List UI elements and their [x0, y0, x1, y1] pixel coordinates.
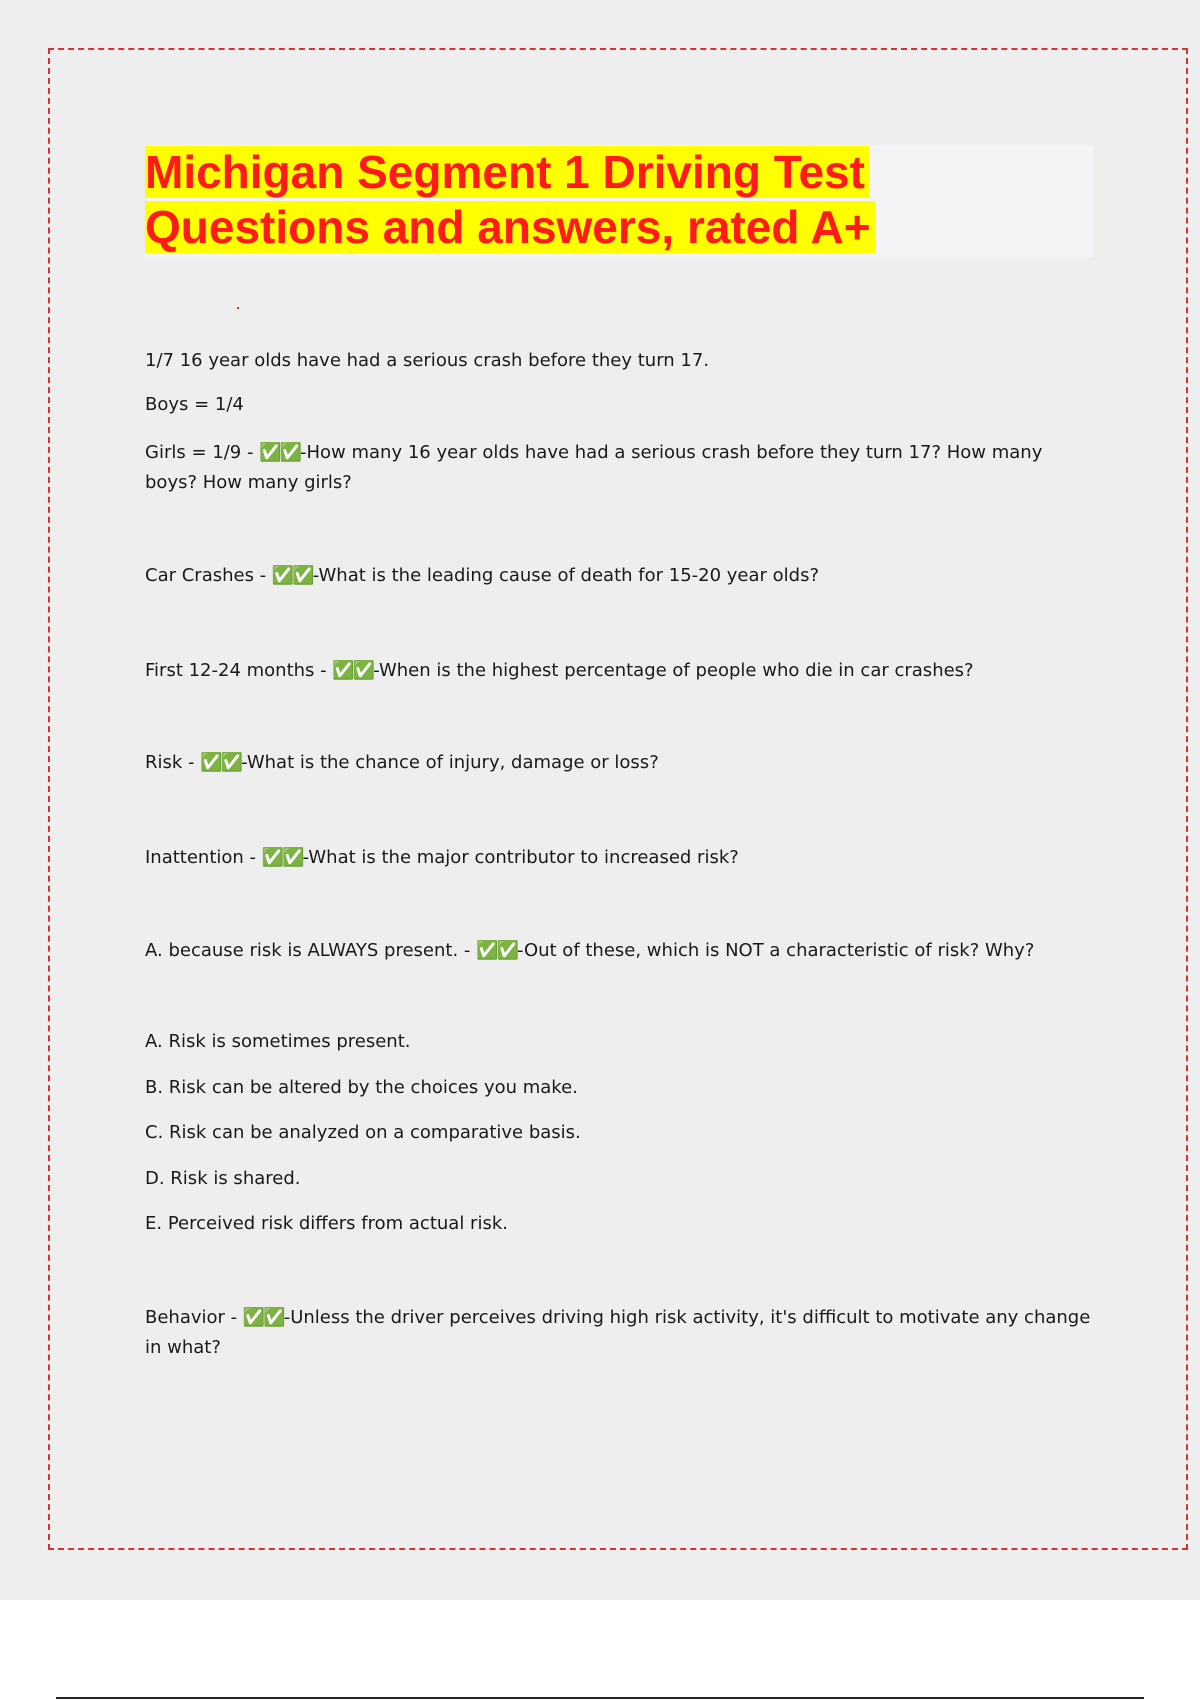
qa-item	[145, 438, 1095, 498]
checkmark-icon: ✅✅	[259, 442, 300, 463]
checkmark-icon: ✅✅	[242, 1307, 284, 1328]
title-line-2: Questions and answers, rated A+	[145, 201, 875, 253]
question-text: -What is the leading cause of death for 15-20 year olds?	[312, 565, 820, 586]
qa-item	[145, 656, 1095, 686]
question-text: -How many 16 year olds have had a serious crash before they turn 17? How many boys? How many girls?	[145, 442, 1043, 493]
answer-text: A. because risk is ALWAYS present. -	[145, 940, 477, 961]
question-text: -When is the highest percentage of people who die in car crashes?	[373, 660, 974, 681]
qa-item	[145, 748, 1095, 778]
question-text: -What is the chance of injury, damage or loss?	[241, 752, 659, 773]
qa-line: D. Risk is shared.	[145, 1168, 301, 1189]
qa-item	[145, 843, 1095, 873]
question-text: -Out of these, which is NOT a characteristic of risk? Why?	[516, 940, 1035, 961]
title-line-1: Michigan Segment 1 Driving Test	[145, 146, 869, 198]
checkmark-icon: ✅✅	[476, 940, 517, 961]
footer-divider	[56, 1697, 1144, 1699]
qa-line: 1/7 16 year olds have had a serious crash before they turn 17.	[145, 350, 710, 371]
checkmark-icon: ✅✅	[271, 565, 313, 586]
qa-item	[145, 561, 1095, 591]
question-text: -Unless the driver perceives driving high risk activity, it's difficult to motivate any change in what?	[145, 1307, 1091, 1358]
qa-line: B. Risk can be altered by the choices you make.	[145, 1077, 578, 1098]
qa-item	[145, 936, 1095, 966]
answer-text: Girls = 1/9 -	[145, 442, 260, 463]
answer-text: Car Crashes -	[145, 565, 272, 586]
checkmark-icon: ✅✅	[261, 847, 303, 868]
answer-text: Risk -	[145, 752, 201, 773]
qa-line: Boys = 1/4	[145, 394, 244, 415]
checkmark-icon: ✅✅	[200, 752, 242, 773]
qa-line: A. Risk is sometimes present.	[145, 1031, 411, 1052]
qa-line: C. Risk can be analyzed on a comparative basis.	[145, 1122, 581, 1143]
stray-dot	[237, 307, 239, 309]
answer-text: Inattention -	[145, 847, 262, 868]
question-text: -What is the major contributor to increased risk?	[302, 847, 739, 868]
answer-text: Behavior -	[145, 1307, 243, 1328]
qa-line: E. Perceived risk differs from actual risk.	[145, 1213, 508, 1234]
checkmark-icon: ✅✅	[332, 660, 374, 681]
answer-text: First 12-24 months -	[145, 660, 333, 681]
qa-item	[145, 1303, 1095, 1363]
document-title	[145, 145, 875, 255]
